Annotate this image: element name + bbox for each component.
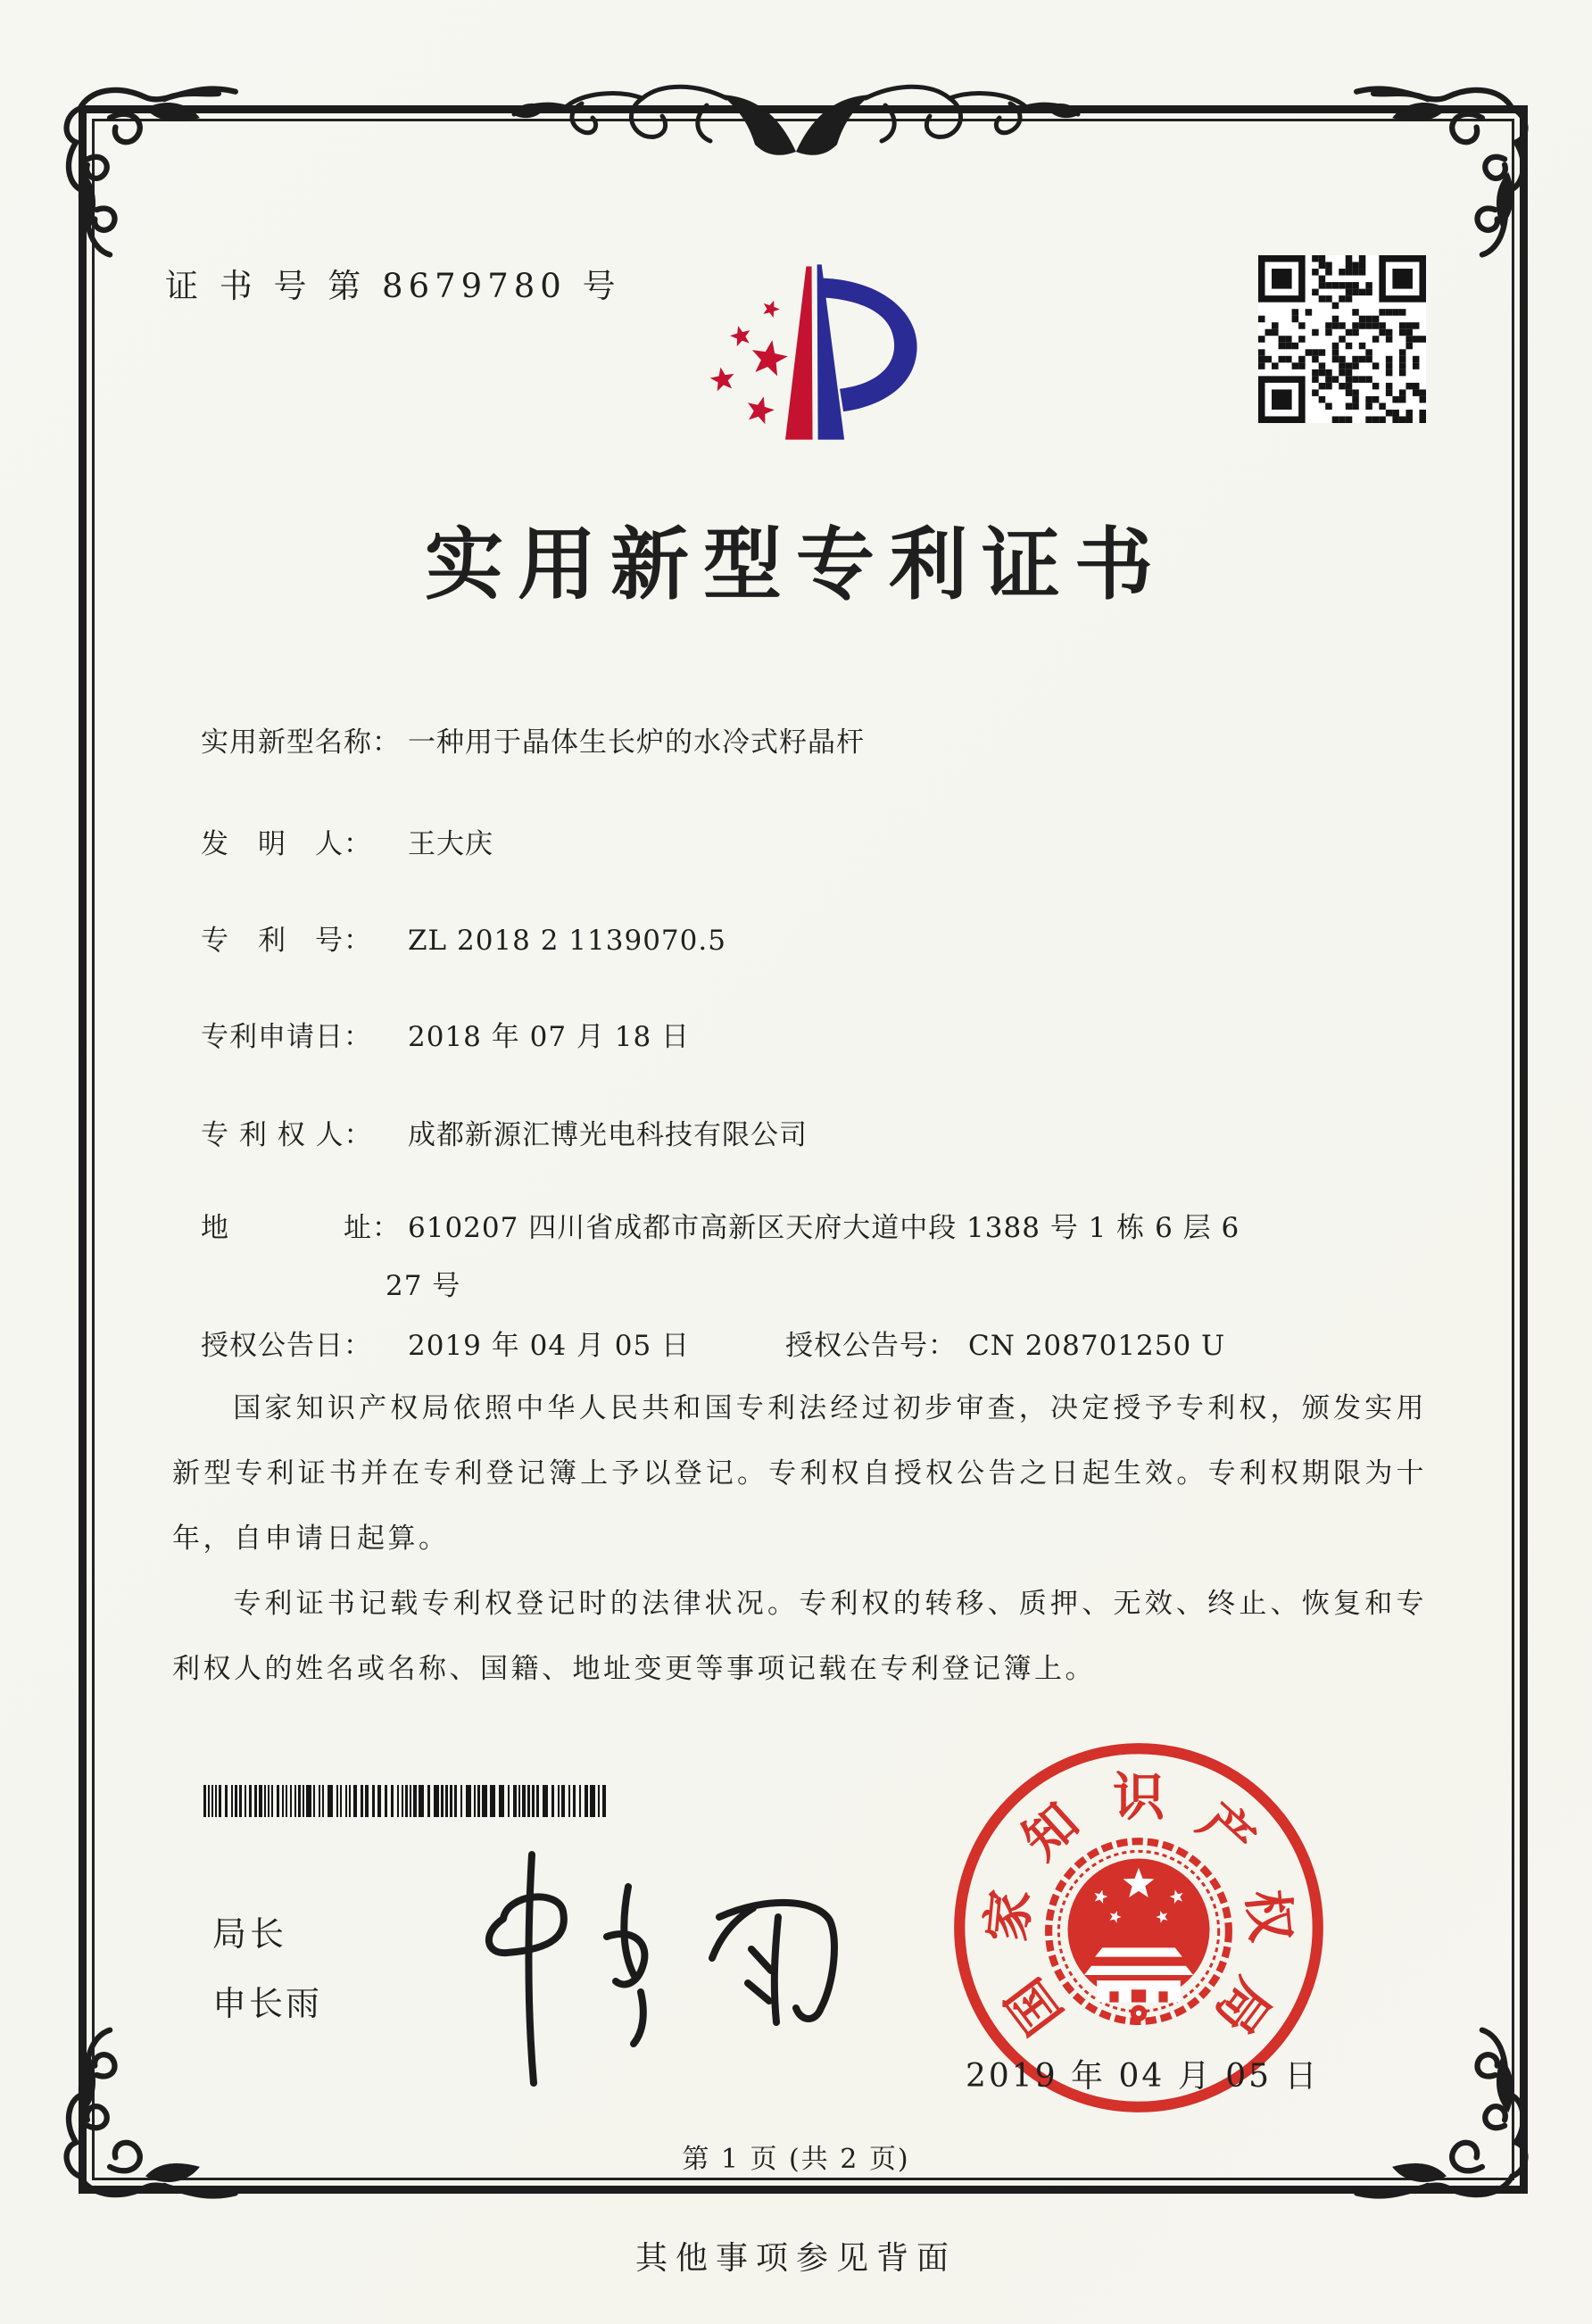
field-address-line2: 27 号 (386, 1270, 461, 1302)
back-note: 其他事项参见背面 (634, 2240, 957, 2277)
certificate-number: 证 书 号 第 8679780 号 (165, 267, 621, 305)
svg-text:知: 知 (1010, 1790, 1090, 1872)
field-value: 一种用于晶体生长炉的水冷式籽晶杆 (408, 726, 865, 759)
field-label: 发 明 人： (201, 828, 372, 860)
field-patent-number (201, 917, 726, 958)
field-label: 授权公告号： (785, 1330, 957, 1362)
field-grant-number (785, 1323, 1225, 1363)
signature-shen-changyu-icon (418, 1840, 855, 2108)
national-emblem-icon (1049, 1841, 1229, 2021)
director-name: 申长雨 (212, 1984, 323, 2023)
field-value: CN 208701250 U (968, 1330, 1226, 1362)
field-inventor (201, 821, 493, 861)
field-value: 610207 四川省成都市高新区天府大道中段 1388 号 1 栋 6 层 6 (408, 1212, 1240, 1244)
field-label: 授权公告日： (201, 1330, 372, 1362)
field-label: 专利申请日： (201, 1021, 372, 1053)
svg-text:产: 产 (1187, 1790, 1267, 1872)
field-value: 2019 年 04 月 05 日 (408, 1330, 691, 1362)
barcode-icon (203, 1785, 612, 1817)
certificate-title: 实用新型专利证书 (424, 518, 1167, 610)
field-filing-date (201, 1014, 690, 1054)
field-value: 2018 年 07 月 18 日 (408, 1021, 691, 1053)
field-patentee (201, 1112, 808, 1152)
border-ornament-corner-icon (52, 79, 239, 266)
field-label: 实用新型名称： (201, 726, 401, 759)
legal-paragraph-1: 国家知识产权局依照中华人民共和国专利法经过初步审查，决定授予专利权，颁发实用新型专利证书并在专利登记簿上予以登记。专利权自授权公告之日起生效。专利权期限为十年，自申请日起算。 (172, 1392, 1427, 1555)
qr-code-icon (1258, 255, 1426, 423)
field-address (201, 1205, 1240, 1245)
legal-text-block (172, 1376, 1427, 1702)
field-label: 专 利 号： (201, 925, 372, 957)
svg-text:局: 局 (1203, 1967, 1284, 2046)
border-ornament-corner-icon (52, 2019, 239, 2206)
page-indicator: 第 1 页 (共 2 页) (682, 2144, 910, 2175)
field-value: ZL 2018 2 1139070.5 (408, 925, 726, 957)
svg-text:国: 国 (993, 1967, 1074, 2046)
director-title: 局长 (212, 1914, 288, 1954)
svg-text:家: 家 (974, 1887, 1041, 1945)
seal-date: 2019 年 04 月 05 日 (966, 2058, 1320, 2095)
border-ornament-corner-icon (1353, 79, 1540, 266)
border-ornament-corner-icon (1353, 2019, 1540, 2206)
svg-text:识: 识 (1112, 1765, 1165, 1828)
svg-text:权: 权 (1236, 1887, 1303, 1945)
cnipa-logo-icon (675, 230, 947, 471)
field-label: 专 利 权 人： (201, 1119, 373, 1151)
field-value: 王大庆 (408, 828, 493, 860)
legal-paragraph-2: 专利证书记载专利权登记时的法律状况。专利权的转移、质押、无效、终止、恢复和专利权人的姓名或名称、国籍、地址变更等事项记载在专利登记簿上。 (172, 1588, 1427, 1685)
field-grant-date (201, 1323, 690, 1363)
field-label: 地 址： (201, 1212, 401, 1244)
field-value: 成都新源汇博光电科技有限公司 (408, 1119, 808, 1151)
field-utility-model-name (201, 719, 865, 759)
border-ornament-top-icon (510, 52, 1082, 195)
